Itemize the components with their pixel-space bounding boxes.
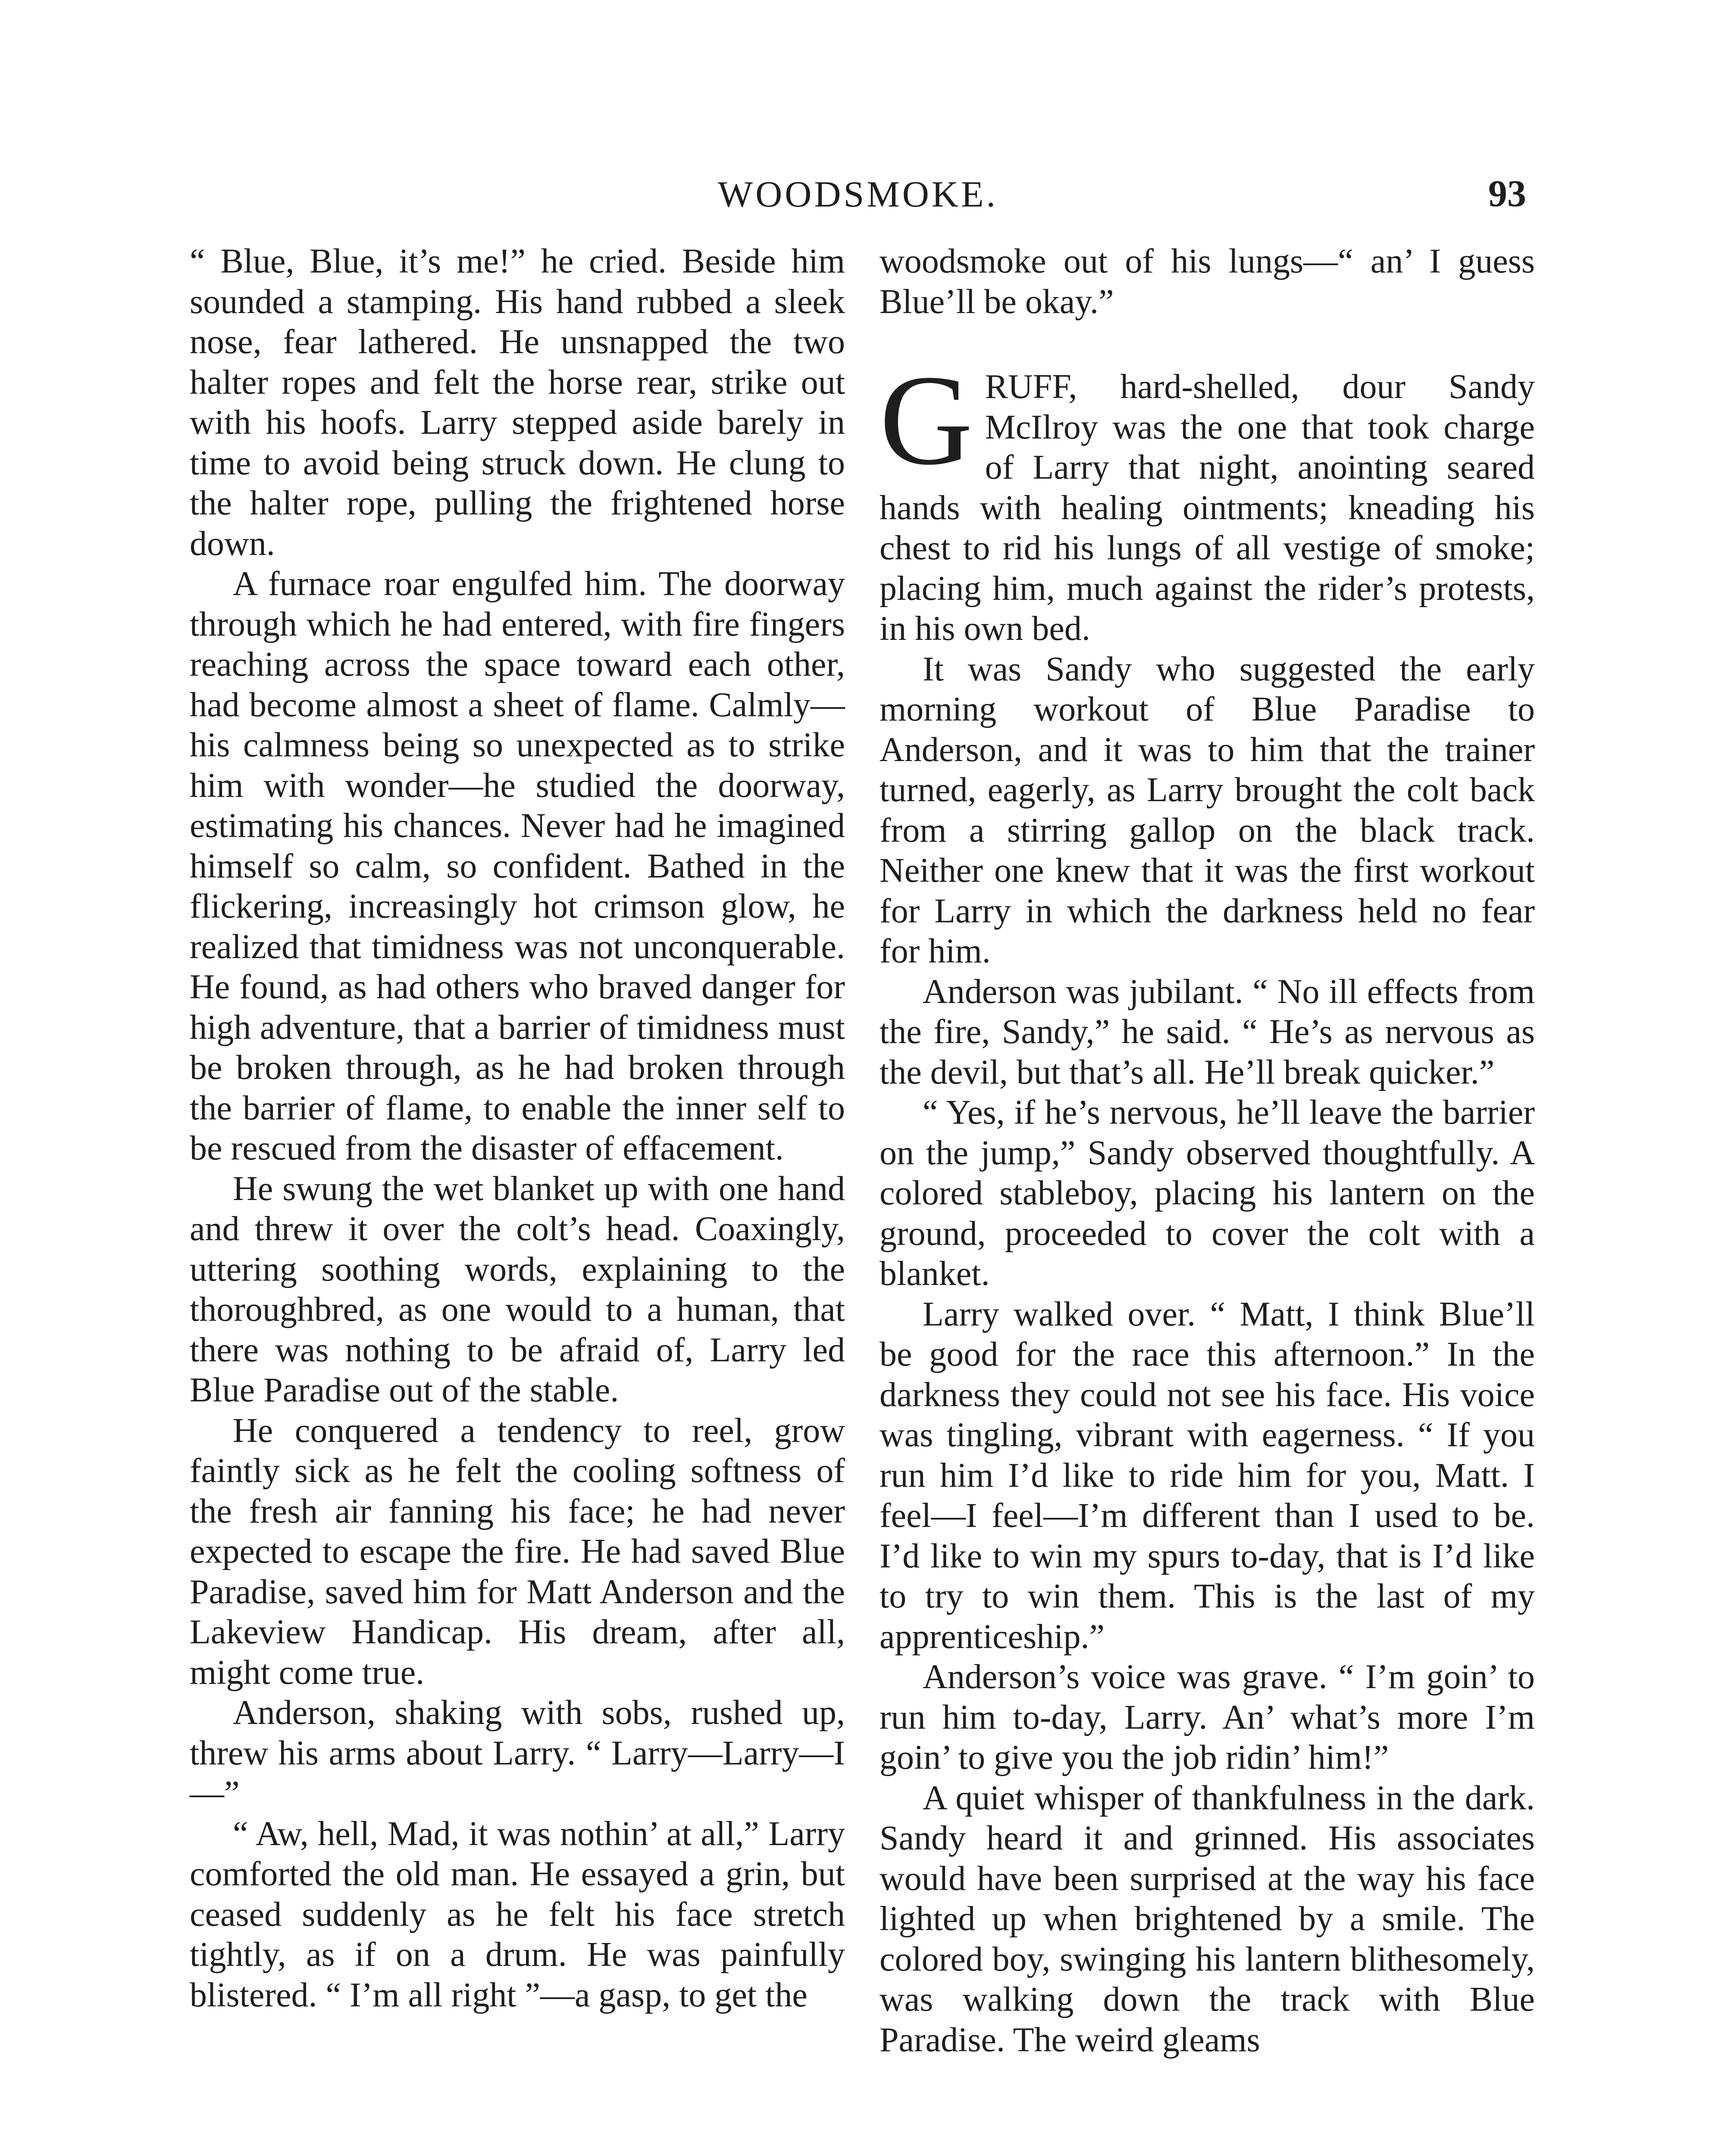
page-number: 93 — [1488, 173, 1526, 215]
paragraph: Anderson, shaking with sobs, rushed up, threw his arms about Larry. “ Larry—Larry—I—” — [190, 1694, 845, 1812]
section-opening-paragraph — [880, 348, 1535, 649]
drop-cap: G — [880, 348, 973, 492]
paragraph: “ Yes, if he’s nervous, he’ll leave the barrier on the jump,” Sandy observed thoughtfully. A colored stableboy, placing his lantern on the ground, proceeded to cover the colt with a blanket. — [880, 1094, 1535, 1293]
left-column — [190, 241, 845, 2015]
paragraph: Larry walked over. “ Matt, I think Blue’ll be good for the race this afternoon.” In the darkness they could not see his face. His voice was tingling, vibrant with eagerness. “ If you run him I’d like to ride him for you, Matt. I feel—I feel—I’m different than I used to be. I’d like to win my spurs to-day, that is I’d like to try to win them. This is the last of my apprenticeship.” — [880, 1295, 1535, 1656]
paragraph: Anderson’s voice was grave. “ I’m goin’ to run him to-day, Larry. An’ what’s more I’m goin’ to give you the job ridin’ him!” — [880, 1658, 1535, 1777]
paragraph: He swung the wet blanket up with one hand and threw it over the colt’s head. Coaxingly, uttering soothing words, explaining to the thoroughbred, as one would to a human, that there was nothing to be afraid of, Larry led Blue Paradise out of the stable. — [190, 1169, 845, 1409]
page-header — [190, 170, 1526, 218]
paragraph: A quiet whisper of thankfulness in the dark. Sandy heard it and grinned. His associates would have been surprised at the way his face lighted up when brightened by a smile. The colored boy, swinging his lantern blithesomely, was walking down the track with Blue Paradise. The weird gleams — [880, 1779, 1535, 2059]
paragraph: A furnace roar engulfed him. The doorway through which he had entered, with fire fingers reaching across the space toward each other, had become almost a sheet of flame. Calmly—his calmness being so unexpected as to strike him with wonder—he studied the doorway, estimating his chances. Never had he imagined himself so calm, so confident. Bathed in the flickering, increasingly hot crimson glow, he realized that timidness was not unconquerable. He found, as had others who braved danger for high adventure, that a barrier of timidness must be broken through, as he had broken through the barrier of flame, to enable the inner self to be rescued from the disaster of effacement. — [190, 565, 845, 1167]
paragraph: “ Aw, hell, Mad, it was nothin’ at all,” Larry comforted the old man. He essayed a grin, but ceased suddenly as he felt his face stretch tightly, as if on a drum. He was painfully blistered. “ I’m all right ”—a gasp, to get the — [190, 1814, 845, 2014]
paragraph: He conquered a tendency to reel, grow faintly sick as he felt the cooling softness of the fresh air fanning his face; he had never expected to escape the fire. He had saved Blue Paradise, saved him for Matt Anderson and the Lakeview Handicap. His dream, after all, might come true. — [190, 1411, 845, 1692]
paragraph-continuation: woodsmoke out of his lungs—“ an’ I guess Blue’ll be okay.” — [880, 242, 1535, 321]
paragraph: Anderson was jubilant. “ No ill effects from the fire, Sandy,” he said. “ He’s as nervous as the devil, but that’s all. He’ll break quicker.” — [880, 972, 1535, 1091]
paragraph: It was Sandy who suggested the early morning workout of Blue Paradise to Anderson, and it was to him that the trainer turned, eagerly, as Larry brought the colt back from a stirring gallop on the black track. Neither one knew that it was the first workout for Larry in which the darkness held no fear for him. — [880, 650, 1535, 970]
running-head: WOODSMOKE. — [717, 173, 998, 215]
paragraph: “ Blue, Blue, it’s me!” he cried. Beside him sounded a stamping. His hand rubbed a sleek nose, fear lathered. He unsnapped the two halter ropes and felt the horse rear, strike out with his hoofs. Larry stepped aside barely in time to avoid being struck down. He clung to the halter rope, pulling the frightened horse down. — [190, 242, 845, 563]
section-opening-text: RUFF, hard-shelled, dour Sandy McIlroy was the one that took charge of Larry that night, anointing seared hands with healing ointments; kneading his chest to rid his lungs of all vestige of smoke; placing him, much against the rider’s protests, in his own bed. — [880, 368, 1535, 648]
right-column — [880, 241, 1535, 2060]
